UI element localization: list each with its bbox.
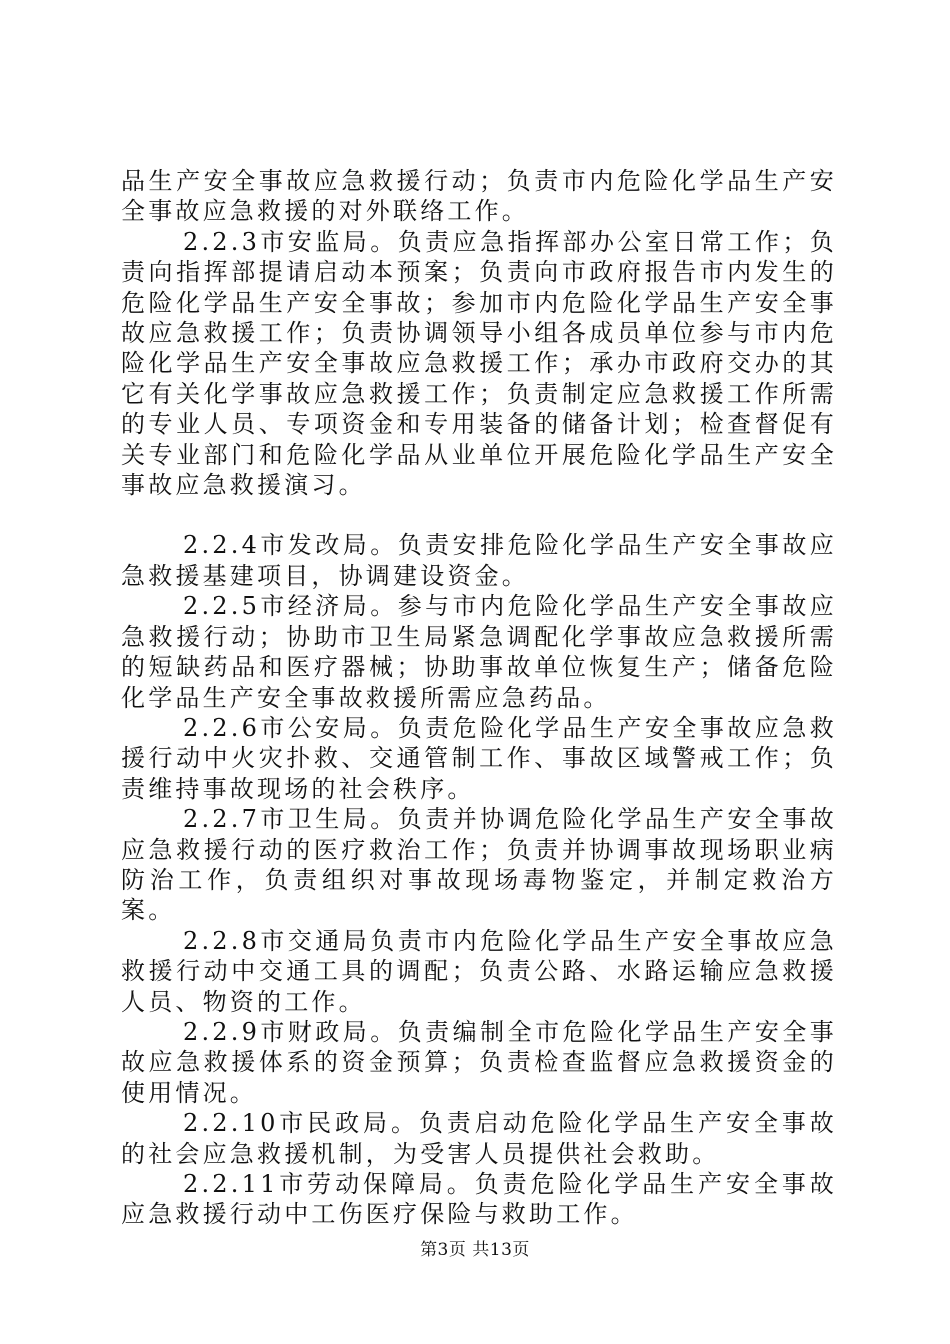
- paragraph-2-2-5: 2.2.5市经济局。参与市内危险化学品生产安全事故应急救援行动；协助市卫生局紧急调配化学事故应急救援所需的短缺药品和医疗器械；协助事故单位恢复生产；储备危险化学品生产安全事故救援所需应急药品。: [121, 592, 837, 712]
- paragraph-2-2-6: 2.2.6市公安局。负责危险化学品生产安全事故应急救援行动中火灾扑救、交通管制工作、事故区域警戒工作；负责维持事故现场的社会秩序。: [121, 713, 837, 803]
- paragraph-2-2-7: 2.2.7市卫生局。负责并协调危险化学品生产安全事故应急救援行动的医疗救治工作；负责并协调事故现场职业病防治工作，负责组织对事故现场毒物鉴定，并制定救治方案。: [121, 805, 837, 925]
- paragraph-2-2-11: 2.2.11市劳动保障局。负责危险化学品生产安全事故应急救援行动中工伤医疗保险与救助工作。: [121, 1170, 837, 1229]
- paragraph-2-2-10: 2.2.10市民政局。负责启动危险化学品生产安全事故的社会应急救援机制，为受害人员提供社会救助。: [121, 1109, 837, 1168]
- paragraph-2-2-4: 2.2.4市发改局。负责安排危险化学品生产安全事故应急救援基建项目，协调建设资金。: [121, 531, 837, 590]
- page-number-footer: 第3页 共13页: [420, 1240, 530, 1260]
- paragraph-2-2-8: 2.2.8市交通局负责市内危险化学品生产安全事故应急救援行动中交通工具的调配；负责公路、水路运输应急救援人员、物资的工作。: [121, 926, 837, 1016]
- paragraph-2-2-3: 2.2.3市安监局。负责应急指挥部办公室日常工作；负责向指挥部提请启动本预案；负责向市政府报告市内发生的危险化学品生产安全事故；参加市内危险化学品生产安全事故应急救援工作；负责协调领导小组各成员单位参与市内危险化学品生产安全事故应急救援工作；承办市政府交办的其它有关化学事故应急救援工作；负责制定应急救援工作所需的专业人员、专项资金和专用装备的储备计划；检查督促有关专业部门和危险化学品从业单位开展危险化学品生产安全事故应急救援演习。: [121, 227, 837, 500]
- paragraph-continuation: 品生产安全事故应急救援行动；负责市内危险化学品生产安全事故应急救援的对外联络工作。: [121, 167, 837, 226]
- paragraph-2-2-9: 2.2.9市财政局。负责编制全市危险化学品生产安全事故应急救援体系的资金预算；负责检查监督应急救援资金的使用情况。: [121, 1017, 837, 1107]
- document-body: [121, 166, 837, 1230]
